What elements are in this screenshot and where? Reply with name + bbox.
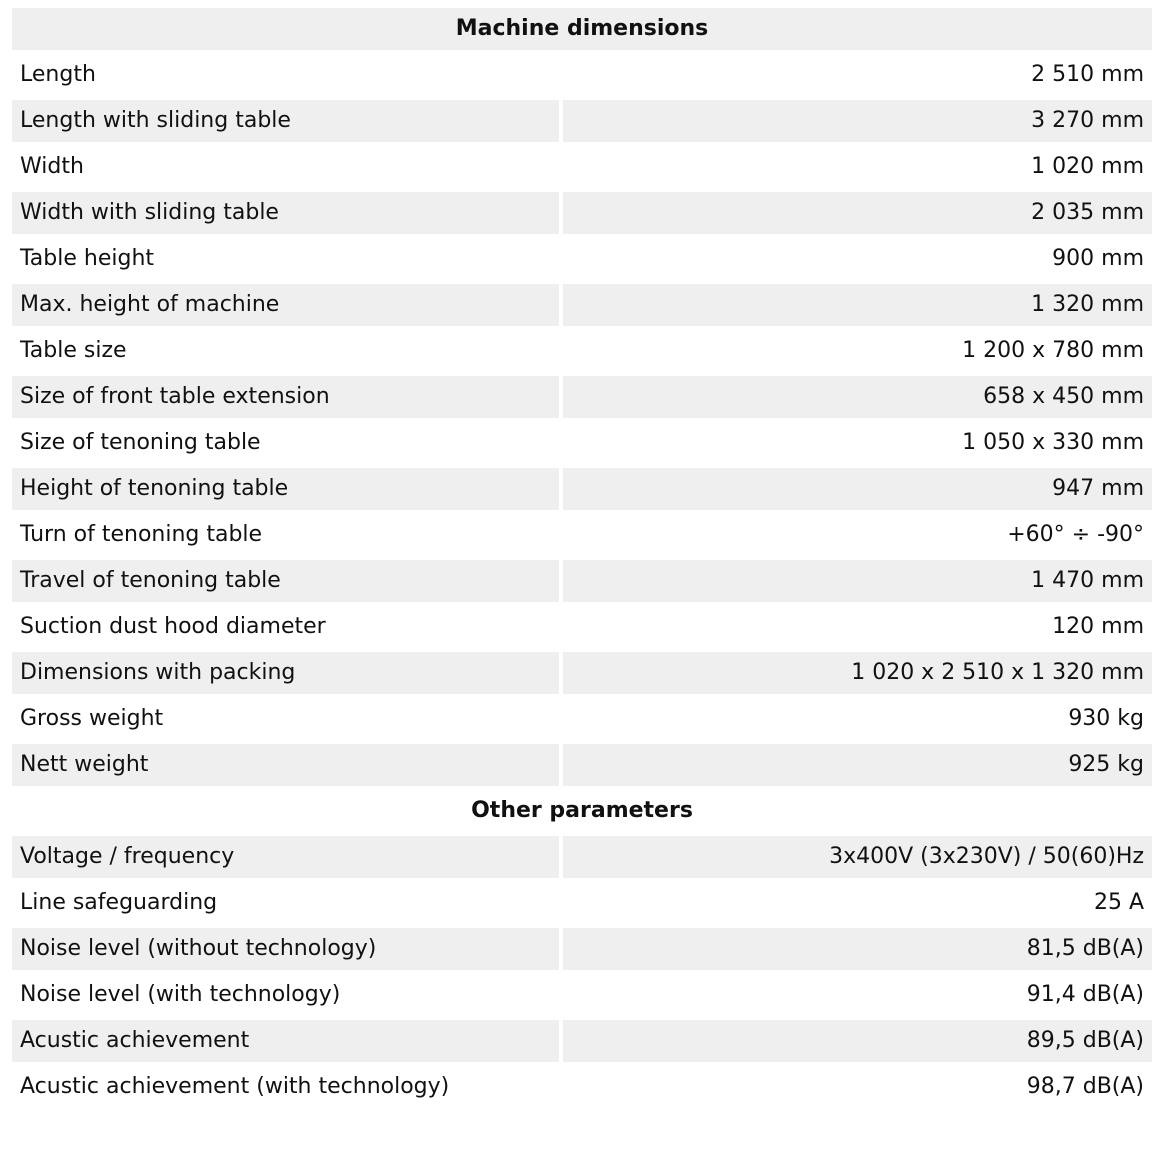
table-row bbox=[12, 284, 1152, 326]
spec-value: 25 A bbox=[1093, 890, 1145, 915]
spec-label: Length with sliding table bbox=[12, 100, 559, 142]
table-row bbox=[12, 606, 1152, 648]
table-row bbox=[12, 1066, 1152, 1108]
spec-label: Width bbox=[20, 154, 84, 179]
spec-label: Gross weight bbox=[20, 706, 164, 731]
section-title: Other parameters bbox=[471, 798, 693, 823]
table-row bbox=[12, 330, 1152, 372]
spec-label: Acustic achievement (with technology) bbox=[20, 1074, 450, 1099]
spec-value: 1 020 x 2 510 x 1 320 mm bbox=[563, 652, 1152, 694]
specifications-table bbox=[12, 4, 1152, 1112]
spec-value: 1 200 x 780 mm bbox=[962, 338, 1145, 363]
table-row bbox=[12, 974, 1152, 1016]
spec-value: 120 mm bbox=[1052, 614, 1145, 639]
spec-value: 925 kg bbox=[563, 744, 1152, 786]
spec-label: Suction dust hood diameter bbox=[20, 614, 326, 639]
spec-value: 3x400V (3x230V) / 50(60)Hz bbox=[563, 836, 1152, 878]
spec-label: Dimensions with packing bbox=[12, 652, 559, 694]
spec-value: 1 470 mm bbox=[563, 560, 1152, 602]
spec-value: 89,5 dB(A) bbox=[563, 1020, 1152, 1062]
section-header-machine-dimensions bbox=[12, 8, 1152, 50]
spec-value: 98,7 dB(A) bbox=[1026, 1074, 1145, 1099]
table-row bbox=[12, 146, 1152, 188]
spec-label: Noise level (without technology) bbox=[12, 928, 559, 970]
spec-label: Table height bbox=[20, 246, 155, 271]
table-row bbox=[12, 928, 1152, 970]
spec-label: Width with sliding table bbox=[12, 192, 559, 234]
spec-value: 3 270 mm bbox=[563, 100, 1152, 142]
spec-value: 1 050 x 330 mm bbox=[962, 430, 1145, 455]
spec-label: Height of tenoning table bbox=[12, 468, 559, 510]
table-row bbox=[12, 468, 1152, 510]
spec-label: Turn of tenoning table bbox=[20, 522, 263, 547]
table-row bbox=[12, 422, 1152, 464]
table-row bbox=[12, 560, 1152, 602]
spec-label: Size of front table extension bbox=[12, 376, 559, 418]
table-row bbox=[12, 100, 1152, 142]
spec-label: Table size bbox=[20, 338, 127, 363]
section-header-other-parameters bbox=[12, 790, 1152, 832]
table-row bbox=[12, 836, 1152, 878]
spec-value: 2 035 mm bbox=[563, 192, 1152, 234]
spec-label: Line safeguarding bbox=[20, 890, 218, 915]
spec-value: 1 320 mm bbox=[563, 284, 1152, 326]
specifications-body bbox=[12, 8, 1152, 1108]
table-row bbox=[12, 376, 1152, 418]
section-title: Machine dimensions bbox=[12, 8, 1152, 50]
table-row bbox=[12, 744, 1152, 786]
table-row bbox=[12, 1020, 1152, 1062]
table-row bbox=[12, 698, 1152, 740]
spec-value: 2 510 mm bbox=[1031, 62, 1145, 87]
spec-value: 947 mm bbox=[563, 468, 1152, 510]
spec-value: 91,4 dB(A) bbox=[1026, 982, 1145, 1007]
spec-label: Noise level (with technology) bbox=[20, 982, 341, 1007]
spec-label: Length bbox=[20, 62, 96, 87]
spec-value: 930 kg bbox=[1068, 706, 1145, 731]
spec-label: Voltage / frequency bbox=[12, 836, 559, 878]
table-row bbox=[12, 54, 1152, 96]
spec-value: +60° ÷ -90° bbox=[1007, 522, 1145, 547]
spec-label: Size of tenoning table bbox=[20, 430, 261, 455]
table-row bbox=[12, 514, 1152, 556]
spec-label: Acustic achievement bbox=[12, 1020, 559, 1062]
spec-label: Max. height of machine bbox=[12, 284, 559, 326]
spec-value: 900 mm bbox=[1052, 246, 1145, 271]
spec-value: 81,5 dB(A) bbox=[563, 928, 1152, 970]
table-row bbox=[12, 238, 1152, 280]
spec-label: Nett weight bbox=[12, 744, 559, 786]
spec-label: Travel of tenoning table bbox=[12, 560, 559, 602]
spec-value: 658 x 450 mm bbox=[563, 376, 1152, 418]
table-row bbox=[12, 882, 1152, 924]
table-row bbox=[12, 652, 1152, 694]
table-row bbox=[12, 192, 1152, 234]
spec-value: 1 020 mm bbox=[1031, 154, 1145, 179]
